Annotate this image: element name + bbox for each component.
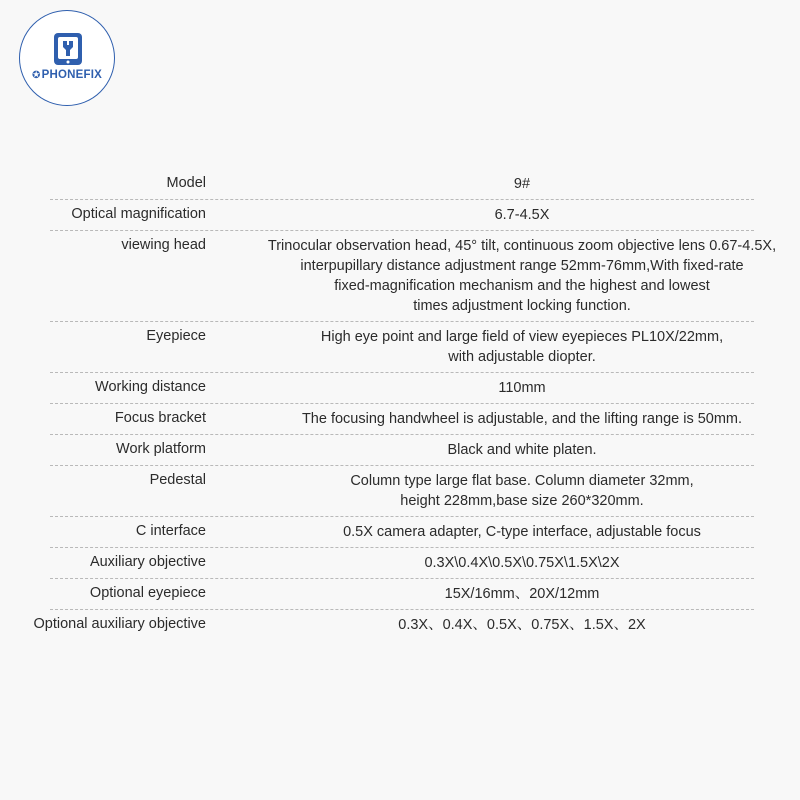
spec-label: Model [166, 175, 206, 191]
spec-label: Optional eyepiece [89, 585, 206, 601]
spec-value-line: with adjustable diopter. [448, 349, 596, 365]
spec-value [240, 231, 800, 321]
spec-label: viewing head [121, 237, 206, 253]
spec-label: Optional auxiliary objective [33, 616, 206, 632]
spec-value-line: height 228mm,base size 260*320mm. [400, 493, 644, 509]
spec-row [50, 322, 754, 373]
spec-label: Eyepiece [146, 328, 206, 344]
spec-label: Focus bracket [114, 410, 206, 426]
spec-value [240, 322, 800, 372]
gear-icon: ✪ [32, 70, 41, 81]
spec-label: Pedestal [149, 472, 206, 488]
spec-row [50, 466, 754, 517]
spec-label: Work platform [116, 441, 206, 457]
spec-value-line: 110mm [498, 380, 546, 396]
spec-value-line: 15X/16mm、20X/12mm [444, 586, 600, 602]
spec-row [33, 610, 754, 640]
spec-value-line: 0.3X、0.4X、0.5X、0.75X、1.5X、2X [398, 617, 646, 633]
spec-value [240, 517, 800, 547]
spec-value [240, 200, 800, 230]
brand-wordmark [20, 69, 114, 81]
spec-value-line: 6.7-4.5X [494, 207, 550, 223]
spec-value [240, 404, 800, 434]
spec-value-line: times adjustment locking function. [413, 298, 631, 314]
brand-logo [19, 10, 115, 106]
spec-value-line: 0.3X\0.4X\0.5X\0.75X\1.5X\2X [424, 555, 620, 571]
spec-row [50, 548, 754, 579]
spec-value-line: Black and white platen. [447, 442, 597, 458]
spec-value-line: The focusing handwheel is adjustable, and the lifting range is 50mm. [301, 411, 743, 427]
spec-label: Auxiliary objective [89, 554, 206, 570]
brand-name: PHONEFIX [41, 69, 102, 81]
spec-value [240, 466, 800, 516]
spec-row [50, 200, 754, 231]
spec-value-line: Trinocular observation head, 45° tilt, continuous zoom objective lens 0.67-4.5X, [267, 238, 777, 254]
spec-value [240, 548, 800, 578]
spec-value-line: 0.5X camera adapter, C-type interface, adjustable focus [343, 524, 701, 540]
spec-label: Optical magnification [71, 206, 206, 222]
spec-value-line: Column type large flat base. Column diameter 32mm, [350, 473, 694, 489]
spec-value [240, 610, 800, 640]
spec-label: Working distance [95, 379, 206, 395]
spec-value [240, 169, 800, 199]
spec-row [50, 404, 754, 435]
spec-value [240, 579, 800, 609]
spec-label: C interface [135, 523, 206, 539]
spec-table [0, 169, 800, 640]
spec-value [240, 373, 800, 403]
spec-row [50, 373, 754, 404]
spec-row [50, 517, 754, 548]
spec-value-line: fixed-magnification mechanism and the highest and lowest [334, 278, 710, 294]
spec-value-line: interpupillary distance adjustment range 52mm-76mm,With fixed-rate [300, 258, 744, 274]
phonefix-logo-icon [50, 31, 86, 67]
spec-value-line: High eye point and large field of view eyepieces PL10X/22mm, [320, 329, 724, 345]
spec-value-line: 9# [513, 176, 531, 192]
spec-row [50, 231, 777, 322]
spec-row [50, 579, 754, 610]
spec-row [50, 169, 754, 200]
spec-row [50, 435, 754, 466]
spec-value [240, 435, 800, 465]
